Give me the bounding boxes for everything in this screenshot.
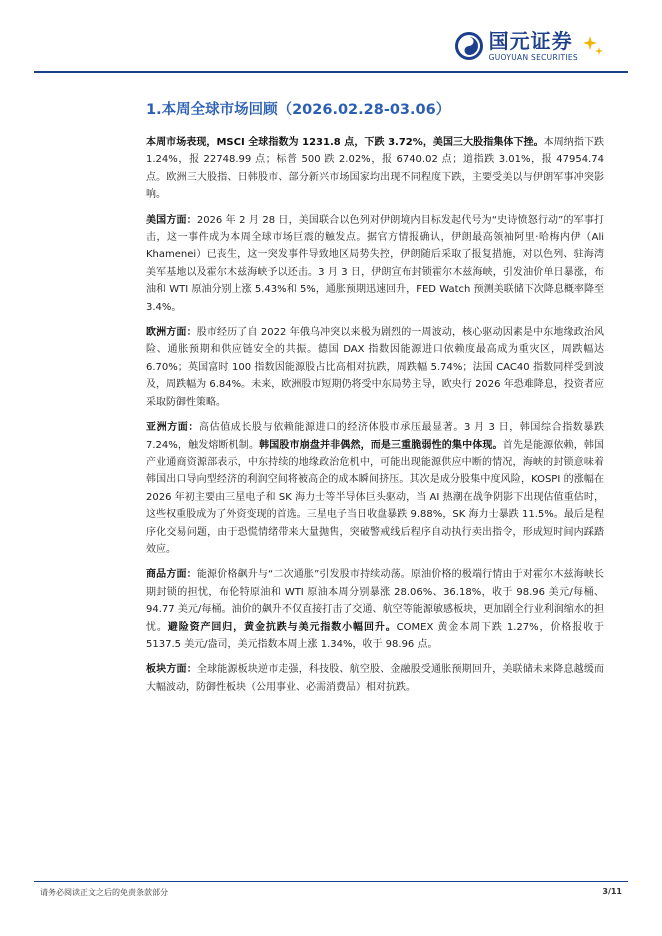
company-logo (455, 28, 604, 64)
page-header (0, 0, 662, 75)
logo-chinese-name: 国元证券 (488, 28, 573, 53)
paragraph-us (146, 212, 604, 316)
guoyuan-logo-icon (455, 32, 483, 60)
header-divider (34, 71, 628, 73)
paragraph-body: 全球能源板块逆市走强，科技股、航空股、金融股受通胀预期回升，美联储未来降息越缓而大幅波动，防御性板块（公用事业、必需消费品）相对抗跌。 (146, 664, 605, 693)
paragraph-lead: 亚洲方面： (146, 422, 199, 434)
main-content (146, 100, 604, 704)
paragraph-lead: 商品方面： (146, 569, 197, 581)
paragraph-body: 高估值成长股与依赖能源进口的经济体股市承压最显著。3 月 3 日，韩国综合指数暴跌 7.24%，触发熔断机制。 (146, 422, 605, 451)
footer-divider (34, 881, 628, 882)
paragraph-highlight: 韩国股市崩盘并非偶然，而是三重脆弱性的集中体现。 (259, 439, 503, 451)
paragraph-lead: 板块方面： (146, 664, 197, 676)
paragraph-lead: 美国方面： (146, 214, 197, 226)
footer-disclaimer: 请务必阅读正文之后的免责条款部分 (40, 888, 168, 897)
paragraph-lead: 欧洲方面： (146, 327, 197, 339)
paragraph-body: 股市经历了自 2022 年俄乌冲突以来极为剧烈的一周波动，核心驱动因素是中东地缘政治风险、通胀预期和供应链安全的共振。德国 DAX 指数因能源进口依赖度最高成为重灾区，周跌幅达 6.70%；英国富时 100 指数因能源股占比高相对抗跌，周跌幅 5.74%；法国 CAC40 指数同样受到波及，周跌幅为 6.84%。未来，欧洲股市短期仍将受中东局势主导，欧央行 2026 年恐难降息，投资者应采取防御性策略。 (146, 327, 605, 408)
page-number: 3/11 (602, 887, 622, 896)
paragraph-body: 能源价格飙升与“二次通胀”引发股市持续动荡。原油价格的极端行情由于对霍尔木兹海峡长期封锁的担忧，布伦特原油和 WTI 原油本周分别暴涨 28.06%、36.18%，收于 98.96 美元/每桶、94.77 美元/每桶。油价的飙升不仅直接打击了交通、航空等能源敏感板块，更加剧全行业利润缩水的担忧。 (146, 569, 604, 633)
paragraph-highlight: 避险资产回归，黄金抗跌与美元指数小幅回升。 (167, 621, 397, 633)
paragraph-body-continued: 首先是能源依赖，韩国产业通商资源部表示，中东持续的地缘政治危机中，可能出现能源供应中断的情况，海峡的封锁意味着韩国出口导向型经济的利润空间将被高企的成本瞬间挤压。其次是成分股集中度风险，KOSPI 的涨幅在 2026 年初主要由三星电子和 SK 海力士等半导体巨头驱动，当 AI 热潮在战争阴影下出现估值重估时，这些权重股成为了外资变现的首选。三星电子当日收盘暴跌 9.88%，SK 海力士暴跌 11.5%。最后是程序化交易问题，由于恐慌情绪带来大量抛售，突破警戒线后程序自动执行卖出指令，形成短时间内踩踏效应。 (146, 439, 605, 555)
paragraph-market-performance (146, 134, 604, 204)
paragraph-asia (146, 419, 604, 558)
section-title: 1.本周全球市场回顾（2026.02.28-03.06） (146, 102, 451, 118)
paragraph-body: 2026 年 2 月 28 日，美国联合以色列对伊朗境内目标发起代号为“史诗愤怒行动”的军事打击，这一事件成为本周全球市场巨震的触发点。据官方情报确认，伊朗最高领袖阿里·哈梅内伊（Ali Khamenei）已丧生，这一突发事件导致地区局势失控，伊朗随后采取了报复措施，对以色列、驻海湾美军基地以及霍尔木兹海峡予以还击。3 月 3 日，伊朗宣布封锁霍尔木兹海峡，引发油价单日暴涨，布油和 WTI 原油分别上涨 5.43%和 5%，通胀预期迅速回升，FED Watch 预测美联储下次降息概率降至 3.4%。 (146, 214, 605, 313)
paragraph-body-continued: COMEX 黄金本周下跌 1.27%，价格报收于 5137.5 美元/盎司，美元指数本周上涨 1.34%，收于 98.96 点。 (146, 621, 605, 650)
paragraph-commodities (146, 566, 604, 653)
logo-english-name: GUOYUAN SECURITIES (488, 52, 578, 62)
paragraph-body: 本周纳指下跌 1.24%，报 22748.99 点；标普 500 跌 2.02%，报 6740.02 点；道指跌 3.01%，报 47954.74 点。欧洲三大股指、日韩股市、部分新兴市场国家均出现不同程度下跌，主要受美以与伊朗军事冲突影响。 (146, 137, 605, 201)
sparkle-icon (582, 35, 604, 57)
paragraph-sectors (146, 661, 604, 696)
paragraph-europe (146, 324, 604, 411)
paragraph-lead: 本周市场表现，MSCI 全球指数为 1231.8 点，下跌 3.72%，美国三大股指集体下挫。 (146, 137, 544, 148)
